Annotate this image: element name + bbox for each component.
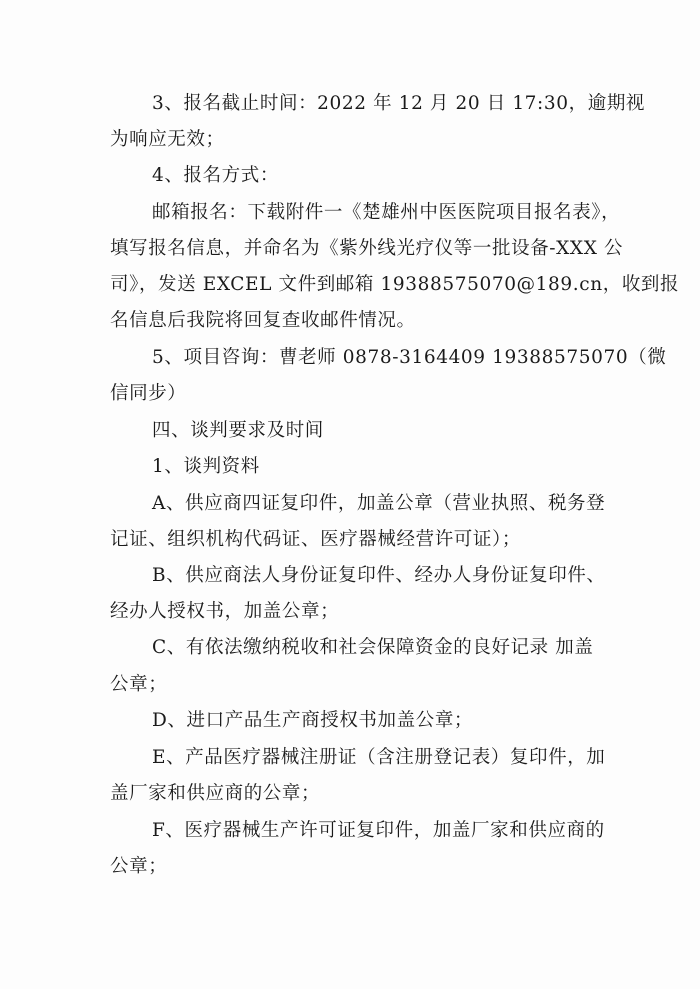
item-f-line-2: 公章； — [110, 856, 168, 877]
item-a-line-2: 记证、组织机构代码证、医疗器械经营许可证）； — [110, 529, 521, 550]
deadline-line-1: 3、报名截止时间：2022 年 12 月 20 日 17:30，逾期视 — [152, 93, 646, 114]
email-reg-line-2: 填写报名信息，并命名为《紫外线光疗仪等一批设备-XXX 公 — [110, 238, 624, 259]
consult-line-2: 信同步） — [110, 383, 187, 404]
email-reg-line-3: 司》，发送 EXCEL 文件到邮箱 19388575070@189.cn，收到报 — [110, 274, 680, 295]
item-e-line-1: E、产品医疗器械注册证（含注册登记表）复印件，加 — [152, 747, 606, 768]
item-a-line-1: A、供应商四证复印件，加盖公章（营业执照、税务登 — [152, 493, 606, 514]
item-b-line-1: B、供应商法人身份证复印件、经办人身份证复印件、 — [152, 565, 606, 586]
item-f-line-1: F、医疗器械生产许可证复印件，加盖厂家和供应商的 — [152, 820, 605, 841]
item-c-line-1: C、有依法缴纳税收和社会保障资金的良好记录 加盖 — [152, 637, 594, 658]
email-reg-line-1: 邮箱报名：下载附件一《楚雄州中医医院项目报名表》， — [152, 202, 621, 223]
section-four-heading: 四、谈判要求及时间 — [152, 420, 324, 441]
item-b-line-2: 经办人授权书，加盖公章； — [110, 601, 340, 622]
item-c-line-2: 公章； — [110, 674, 168, 695]
email-reg-line-4: 名信息后我院将回复查收邮件情况。 — [110, 310, 416, 331]
registration-heading: 4、报名方式： — [152, 165, 279, 186]
item-d-line: D、进口产品生产商授权书加盖公章； — [152, 710, 474, 731]
deadline-line-2: 为响应无效； — [110, 129, 225, 150]
consult-line-1: 5、项目咨询：曹老师 0878-3164409 19388575070（微 — [152, 347, 667, 368]
item-e-line-2: 盖厂家和供应商的公章； — [110, 783, 321, 804]
materials-heading: 1、谈判资料 — [152, 456, 260, 477]
